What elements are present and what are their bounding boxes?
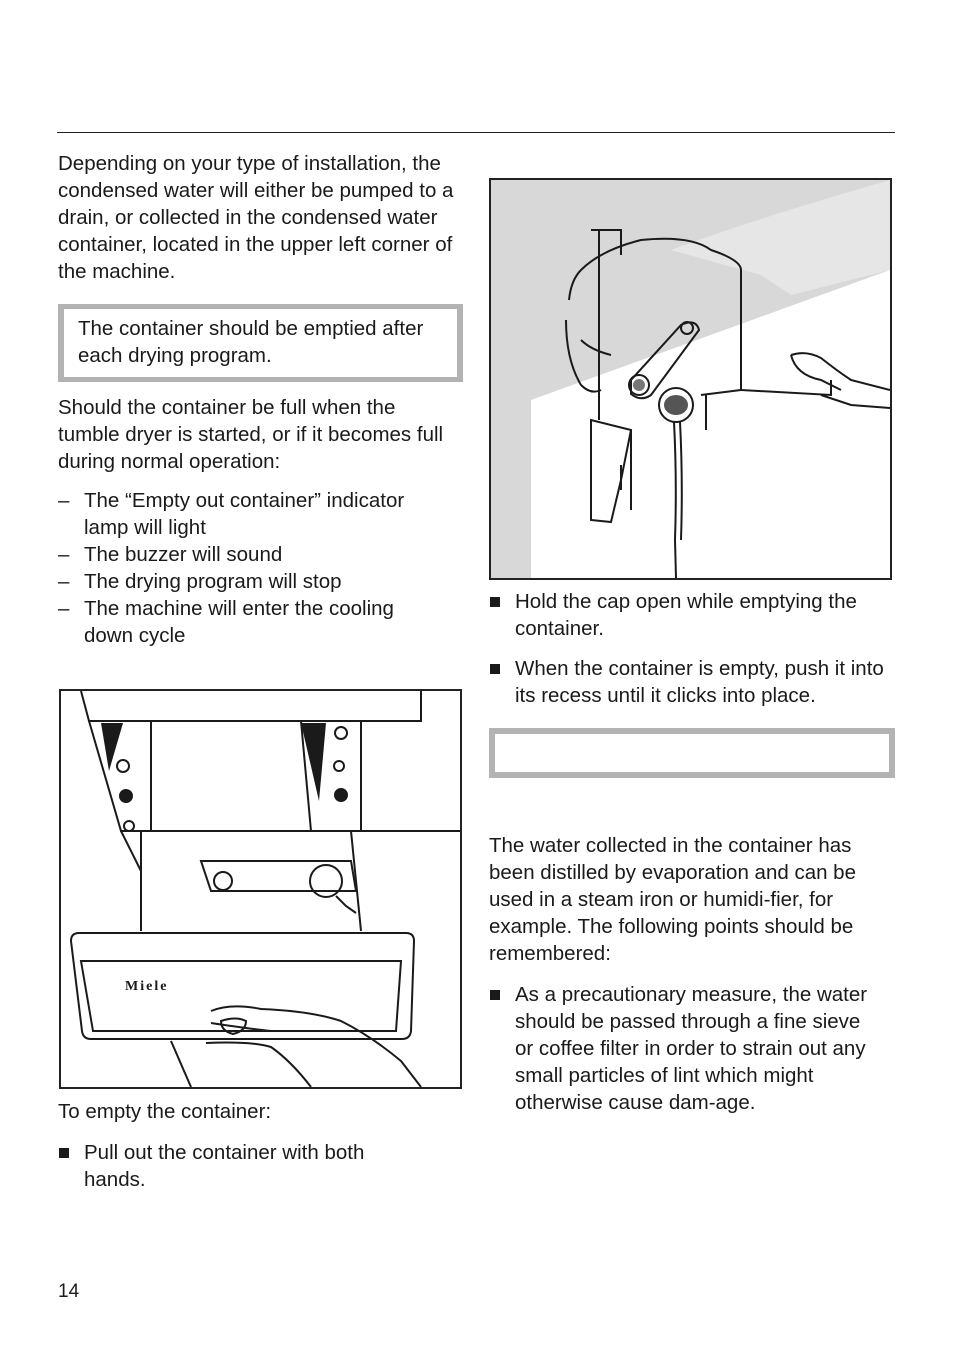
- precaution-list: [489, 981, 899, 1116]
- figure-pull-container: [59, 689, 462, 1089]
- list-item-text: Hold the cap open while emptying the container.: [515, 590, 857, 640]
- list-item: – The drying program will stop: [58, 568, 458, 595]
- page-number: 14: [58, 1281, 80, 1302]
- emptying-illustration: [491, 180, 890, 578]
- list-item: [489, 981, 875, 1116]
- right-top-list: [489, 588, 899, 722]
- empty-section: [58, 1098, 463, 1206]
- list-item: [58, 1139, 418, 1193]
- brand-logo: Miele: [125, 979, 169, 994]
- list-item-text: As a precautionary measure, the water should be passed through a fine sieve or coffee filter in order to strain out any small particles of lint which might otherwise cause dam-age.: [515, 983, 868, 1114]
- list-item: [489, 588, 865, 642]
- right-bottom-section: [489, 832, 899, 1129]
- intro-paragraph: Depending on your type of installation, the condensed water will either be pumped to a drain, or collected in the condensed water container, located in the upper left corner of the machine.: [58, 152, 454, 283]
- list-item: – The buzzer will sound: [58, 541, 458, 568]
- indicator-list: [58, 487, 458, 649]
- left-column: [58, 150, 463, 285]
- list-item-text: Pull out the container with both hands.: [84, 1141, 365, 1191]
- list-item: [489, 655, 899, 709]
- empty-intro: To empty the container:: [58, 1100, 272, 1123]
- bullet-square-icon: [490, 597, 500, 607]
- emptying-steps: [489, 588, 899, 709]
- blank-caption-box: [489, 728, 895, 778]
- figure-empty-container: [489, 178, 892, 580]
- note-box: [58, 304, 463, 382]
- list-item: – The “Empty out container” indicator lamp will light: [58, 487, 424, 541]
- pull-list: [58, 1139, 418, 1193]
- header-rule: [57, 132, 895, 133]
- bullet-square-icon: [490, 664, 500, 674]
- list-item: – The machine will enter the cooling down cycle: [58, 595, 444, 649]
- bullet-square-icon: [490, 990, 500, 1000]
- full-intro-paragraph: Should the container be full when the tumble dryer is started, or if it becomes full during normal operation:: [58, 396, 444, 473]
- note-text: The container should be emptied after each drying program.: [78, 317, 424, 367]
- list-item-text: When the container is empty, push it into its recess until it clicks into place.: [515, 657, 884, 707]
- distilled-paragraph: The water collected in the container has been distilled by evaporation and can be used in a steam iron or humidi-fier, for example. The following points should be remembered:: [489, 834, 856, 965]
- container-illustration: [61, 691, 460, 1087]
- bullet-square-icon: [59, 1148, 69, 1158]
- full-section: [58, 394, 463, 649]
